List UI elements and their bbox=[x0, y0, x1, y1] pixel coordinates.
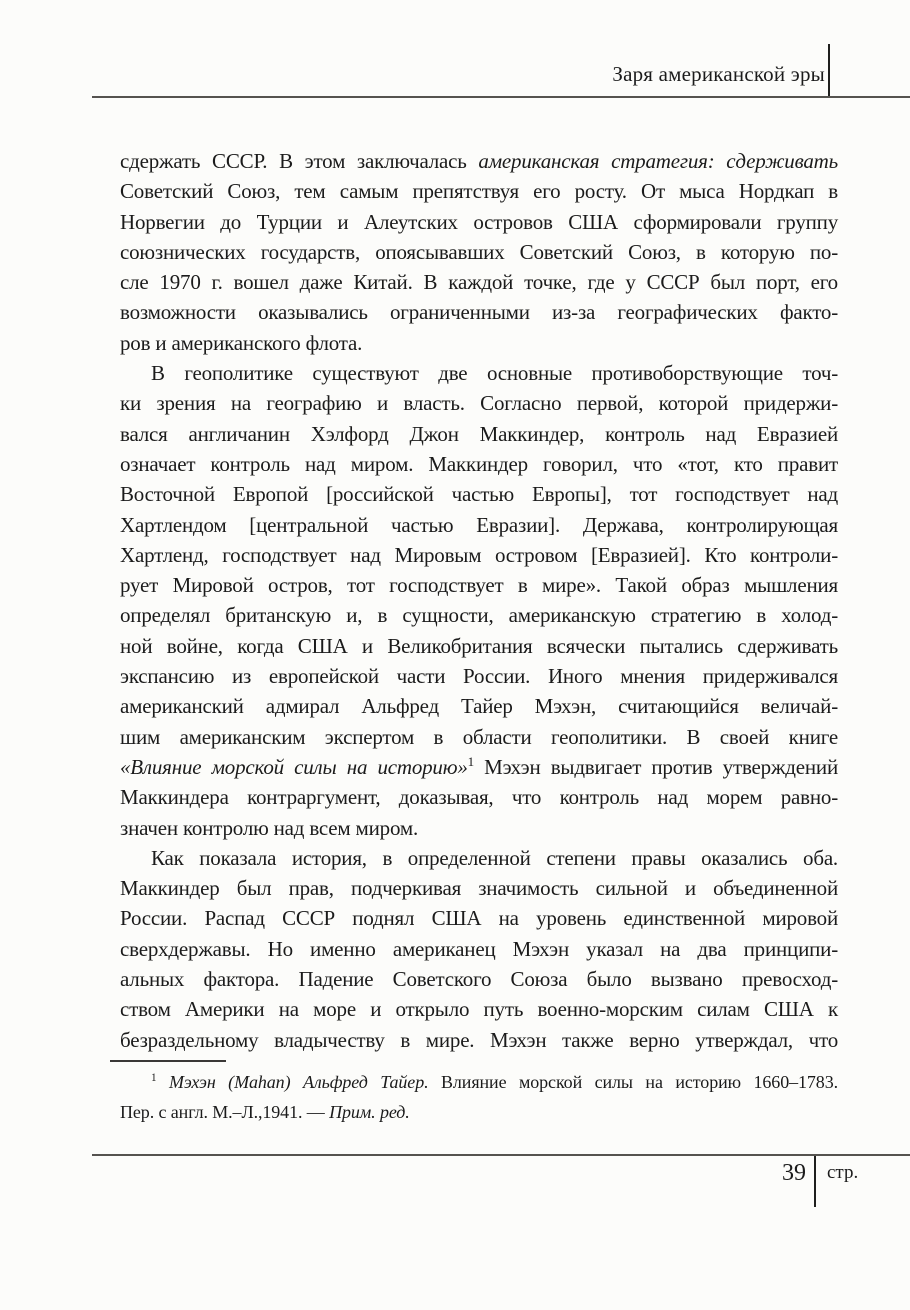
page-number: 39 bbox=[782, 1160, 806, 1186]
footnote-separator bbox=[110, 1060, 226, 1062]
text-line: Восточной Европой [российской частью Европы], тот господствует над bbox=[120, 482, 838, 507]
page-number-label: стр. bbox=[827, 1162, 859, 1183]
text-line: Как показала история, в определенной степени правы оказались оба. bbox=[151, 845, 838, 870]
footnote-marker: 1 bbox=[151, 1072, 157, 1084]
text-line: американский адмирал Альфред Тайер Мэхэн, считающийся величай- bbox=[120, 694, 838, 719]
text-line: Советский Союз, тем самым препятствуя его росту. От мыса Нордкап в bbox=[120, 179, 838, 204]
text-line: рует Мировой остров, тот господствует в мире». Такой образ мышления bbox=[120, 573, 838, 598]
text-line: «Влияние морской силы на историю»$^1$ Мэхэн выдвигает против утверждений bbox=[120, 753, 838, 779]
text-line: ством Америки на море и открыло путь военно-морским силам США к bbox=[120, 997, 838, 1022]
text-line: $^1$ Мэхэн (Mahan) Альфред Тайер. Влияние морской силы на историю 1660–1783. bbox=[151, 1072, 838, 1092]
running-header-title: Заря американской эры bbox=[612, 62, 825, 86]
text-line: безраздельному владычеству в мире. Мэхэн также верно утверждал, что bbox=[120, 1027, 838, 1052]
text-line: ки зрения на географию и власть. Согласно первой, которой придержи- bbox=[120, 391, 838, 416]
text-line: сдержать СССР. В этом заключалась американская стратегия: сдерживать bbox=[120, 149, 838, 173]
text-line: Маккиндер был прав, подчеркивая значимость сильной и объединенной bbox=[120, 876, 838, 901]
text-line: шим американским экспертом в области геополитики. В своей книге bbox=[120, 724, 838, 749]
text-line: России. Распад СССР поднял США на уровень единственной мировой bbox=[120, 906, 838, 931]
text-line: В геополитике существуют две основные противоборствующие точ- bbox=[151, 361, 838, 386]
text-line: Хартлендом [центральной частью Евразии]. Держава, контролирующая bbox=[120, 512, 838, 537]
text-line: вался англичанин Хэлфорд Джон Маккиндер, контроль над Евразией bbox=[120, 421, 838, 446]
body-text bbox=[120, 146, 838, 1055]
footer-rule bbox=[92, 1154, 910, 1156]
text-line: значен контролю над всем миром. bbox=[120, 815, 419, 840]
text-line: возможности оказывались ограниченными из-за географических факто- bbox=[120, 300, 838, 325]
text-line: Норвегии до Турции и Алеутских островов США сформировали группу bbox=[120, 209, 838, 234]
text-line: альных фактора. Падение Советского Союза было вызвано превосход- bbox=[120, 967, 838, 992]
text-line: определял британскую и, в сущности, американскую стратегию в холод- bbox=[120, 603, 838, 628]
footnote-text bbox=[120, 1068, 838, 1127]
header-rule bbox=[92, 96, 910, 98]
text-line: Пер. с англ. М.–Л.,1941. — Прим. ред. bbox=[120, 1101, 410, 1122]
text-line: союзнических государств, опоясывавших Советский Союз, в которую по- bbox=[120, 239, 838, 264]
text-line: сле 1970 г. вошел даже Китай. В каждой точке, где у СССР был порт, его bbox=[120, 270, 838, 295]
text-line: Маккиндера контраргумент, доказывая, что контроль над морем равно- bbox=[120, 785, 838, 810]
text-line: экспансию из европейской части России. Иного мнения придерживался bbox=[120, 664, 838, 689]
text-line: Хартленд, господствует над Мировым островом [Евразией]. Кто контроли- bbox=[120, 542, 838, 567]
footnote-marker: 1 bbox=[467, 753, 474, 769]
text-line: ров и американского флота. bbox=[120, 330, 363, 355]
footer-divider-bar bbox=[814, 1156, 816, 1207]
text-line: сверхдержавы. Но именно американец Мэхэн указал на два принципи- bbox=[120, 936, 838, 961]
text-line: ной войне, когда США и Великобритания всячески пытались сдерживать bbox=[120, 633, 838, 658]
text-line: означает контроль над миром. Маккиндер говорил, что «тот, кто правит bbox=[120, 451, 838, 476]
header-divider-bar bbox=[828, 44, 830, 97]
